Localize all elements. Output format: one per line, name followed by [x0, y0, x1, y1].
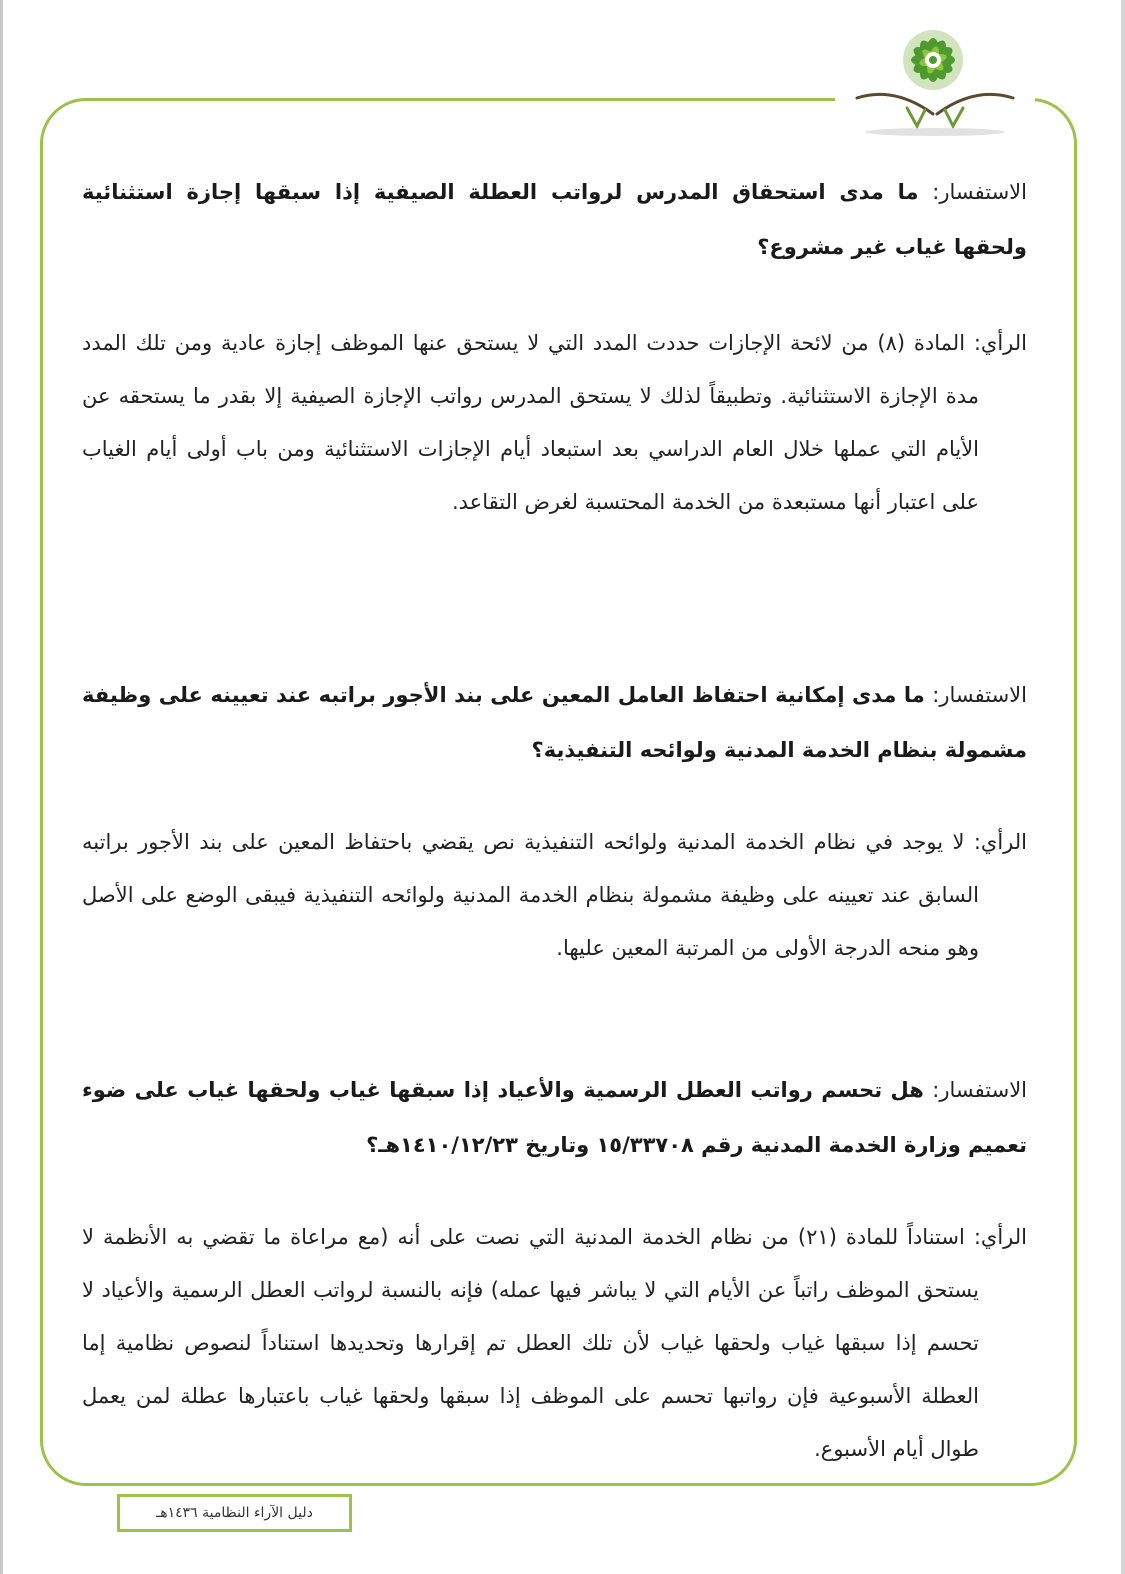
question — [82, 165, 1027, 275]
question-text: ما مدى إمكانية احتفاظ العامل المعين على بند الأجور براتبه عند تعيينه على وظيفة مشمولة بنظام الخدمة المدنية ولوائحه التنفيذية؟ — [82, 683, 1027, 762]
answer-label: الرأي: — [973, 830, 1027, 854]
emblem-swords — [857, 94, 1013, 114]
answer-label: الرأي: — [973, 1225, 1027, 1249]
emblem-shadow — [865, 128, 1005, 136]
answer-text: استناداً للمادة (٢١) من نظام الخدمة المدنية التي نصت على أنه (مع مراعاة ما تقضي به الأنظمة لا يستحق الموظف راتباً عن الأيام التي لا يباشر فيها عمله) فإنه بالنسبة لرواتب العطل الرسمية والأعياد لا تحسم إذا سبقها غياب ولحقها غياب لأن تلك العطل تم إقرارها وتحديدها استناداً لنصوص نظامية إما العطلة الأسبوعية فإن رواتبها تحسم على الموظف إذا سبقها ولحقها غياب باعتبارها عطلة لمن يعمل طوال أيام الأسبوع. — [82, 1225, 979, 1461]
qa-section — [82, 668, 1027, 975]
question-label: الاستفسار: — [932, 683, 1027, 707]
footer-box — [117, 1494, 352, 1532]
answer-text: المادة (٨) من لائحة الإجازات حددت المدد التي لا يستحق عنها الموظف إجازة عادية ومن تلك المدد مدة الإجازة الاستثنائية. وتطبيقاً لذلك لا يستحق المدرس رواتب الإجازة الصيفية إلا بقدر ما يستحقه عن الأيام التي عملها خلال العام الدراسي بعد استبعاد أيام الإجازات الاستثنائية ومن باب أولى أيام الغياب على اعتبار أنها مستبعدة من الخدمة المحتسبة لغرض التقاعد. — [82, 331, 979, 514]
footer-text: دليل الآراء النظامية ١٤٣٦هـ — [156, 1505, 313, 1521]
page-edge-right — [1121, 0, 1125, 1574]
qa-section — [82, 1063, 1027, 1476]
answer — [82, 317, 1027, 529]
emblem-rosette — [903, 30, 963, 90]
question — [82, 1063, 1027, 1173]
qa-section — [82, 165, 1027, 529]
answer — [82, 1211, 1027, 1476]
emblem-icon — [845, 22, 1025, 140]
question-text: هل تحسم رواتب العطل الرسمية والأعياد إذا سبقها غياب ولحقها غياب على ضوء تعميم وزارة الخدمة المدنية رقم ١٥/٣٣٧٠٨ وتاريخ ١٤١٠/١٢/٢٣هـ؟ — [82, 1078, 1027, 1157]
page-edge-left — [0, 0, 3, 1574]
question-label: الاستفسار: — [932, 180, 1027, 204]
answer-text: لا يوجد في نظام الخدمة المدنية ولوائحه التنفيذية نص يقضي باحتفاظ المعين على بند الأجور براتبه السابق عند تعيينه على وظيفة مشمولة بنظام الخدمة المدنية ولوائحه التنفيذية فيبقى الوضع على الأصل وهو منحه الدرجة الأولى من المرتبة المعين عليها. — [82, 830, 979, 960]
question-text: ما مدى استحقاق المدرس لرواتب العطلة الصيفية إذا سبقها إجازة استثنائية ولحقها غياب غير مشروع؟ — [82, 180, 1027, 259]
answer — [82, 816, 1027, 975]
emblem-leaves — [907, 108, 963, 126]
question — [82, 668, 1027, 778]
question-label: الاستفسار: — [932, 1078, 1028, 1102]
answer-label: الرأي: — [973, 331, 1027, 355]
